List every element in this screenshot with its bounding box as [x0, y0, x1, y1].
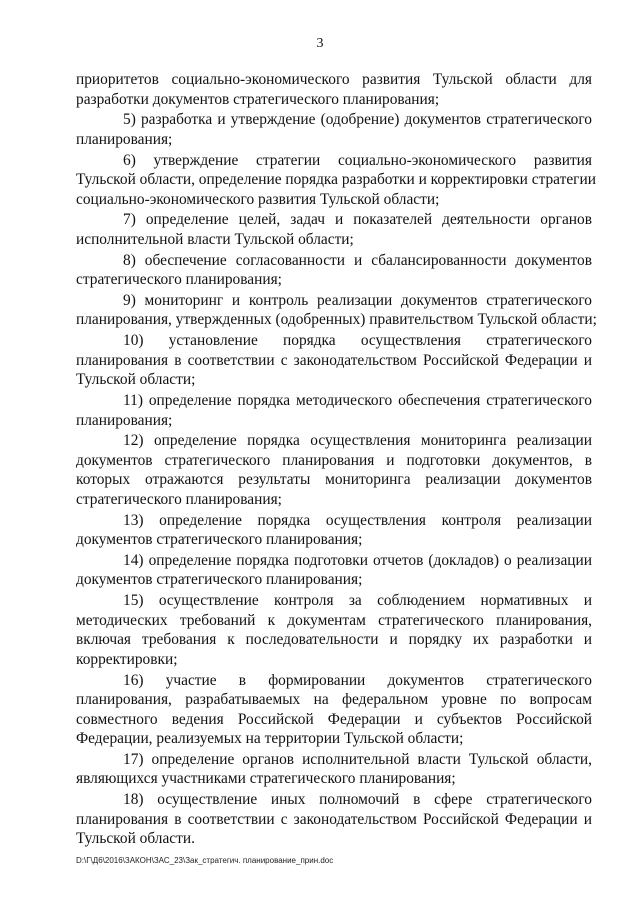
paragraph-line: планирования; — [76, 130, 173, 148]
paragraph-line: исполнительной власти Тульской области; — [76, 230, 354, 248]
paragraph-line: Тульской области, определение порядка разработки и корректировки стратегии — [76, 171, 596, 189]
paragraph-line: методических требований к документам стратегического планирования, — [76, 611, 592, 629]
paragraph-line: социально-экономического развития Тульской области; — [76, 190, 440, 208]
paragraph-line: планирования, разрабатываемых на федеральном уровне по вопросам — [76, 691, 592, 709]
paragraph-first-line: 12) определение порядка осуществления мониторинга реализации — [123, 432, 592, 450]
paragraph-line: планирования; — [76, 411, 173, 429]
paragraph-first-line: 11) определение порядка методического обеспечения стратегического — [123, 392, 592, 410]
paragraph-line: Тульской области; — [76, 371, 196, 389]
paragraph-line: приоритетов социально-экономического развития Тульской области для — [76, 71, 592, 88]
paragraph-first-line: 14) определение порядка подготовки отчетов (докладов) о реализации — [123, 551, 592, 569]
paragraph-line: разработки документов стратегического планирования; — [76, 90, 440, 108]
document-body — [76, 70, 597, 849]
paragraph-first-line: 9) мониторинг и контроль реализации документов стратегического — [123, 291, 592, 309]
paragraph-line: которых отражаются результаты мониторинга реализации документов — [76, 471, 592, 489]
paragraph-first-line: 18) осуществление иных полномочий в сфере стратегического — [123, 791, 592, 809]
paragraph-line: планирования в соответствии с законодательством Российской Федерации и — [76, 351, 592, 369]
paragraph-line: стратегического планирования; — [76, 271, 282, 289]
paragraph-line: Федерации, реализуемых на территории Тульской области; — [76, 730, 464, 748]
paragraph-first-line: 10) установление порядка осуществления стратегического — [123, 332, 592, 350]
paragraph-first-line: 13) определение порядка осуществления контроля реализации — [123, 511, 592, 529]
paragraph-first-line: 8) обеспечение согласованности и сбалансированности документов — [123, 251, 592, 269]
paragraph-line: включая требования к последовательности и порядку их разработки и — [76, 631, 592, 649]
paragraph-first-line: 17) определение органов исполнительной власти Тульской области, — [123, 750, 592, 768]
paragraph-line: совместного ведения Российской Федерации и субъектов Российской — [76, 710, 592, 728]
paragraph-line: корректировки; — [76, 650, 178, 668]
paragraph-line: планирования, утвержденных (одобренных) правительством Тульской области; — [76, 311, 597, 329]
paragraph-first-line: 6) утверждение стратегии социально-экономического развития — [123, 151, 592, 169]
paragraph-line: стратегического планирования; — [76, 490, 282, 508]
paragraph-first-line: 5) разработка и утверждение (одобрение) документов стратегического — [123, 111, 592, 129]
paragraph-first-line: 16) участие в формировании документов стратегического — [123, 671, 592, 689]
paragraph-first-line: 15) осуществление контроля за соблюдением нормативных и — [123, 592, 592, 610]
paragraph-line: планирования в соответствии с законодательством Российской Федерации и — [76, 810, 592, 828]
file-path-footer: D:\Г\Д6\2016\ЗАКОН\ЗАС_23\Зак_стратегич. планирование_прин.doc — [76, 856, 334, 865]
paragraph-line: являющихся участниками стратегического планирования; — [76, 770, 456, 788]
paragraph-line: документов стратегического планирования; — [76, 571, 363, 589]
paragraph-line: Тульской области. — [76, 830, 195, 848]
page-number: 3 — [316, 36, 324, 51]
paragraph-line: документов стратегического планирования; — [76, 531, 363, 549]
paragraph-line: документов стратегического планирования и подготовки документов, в — [76, 451, 592, 469]
paragraph-first-line: 7) определение целей, задач и показателей деятельности органов — [123, 211, 592, 229]
